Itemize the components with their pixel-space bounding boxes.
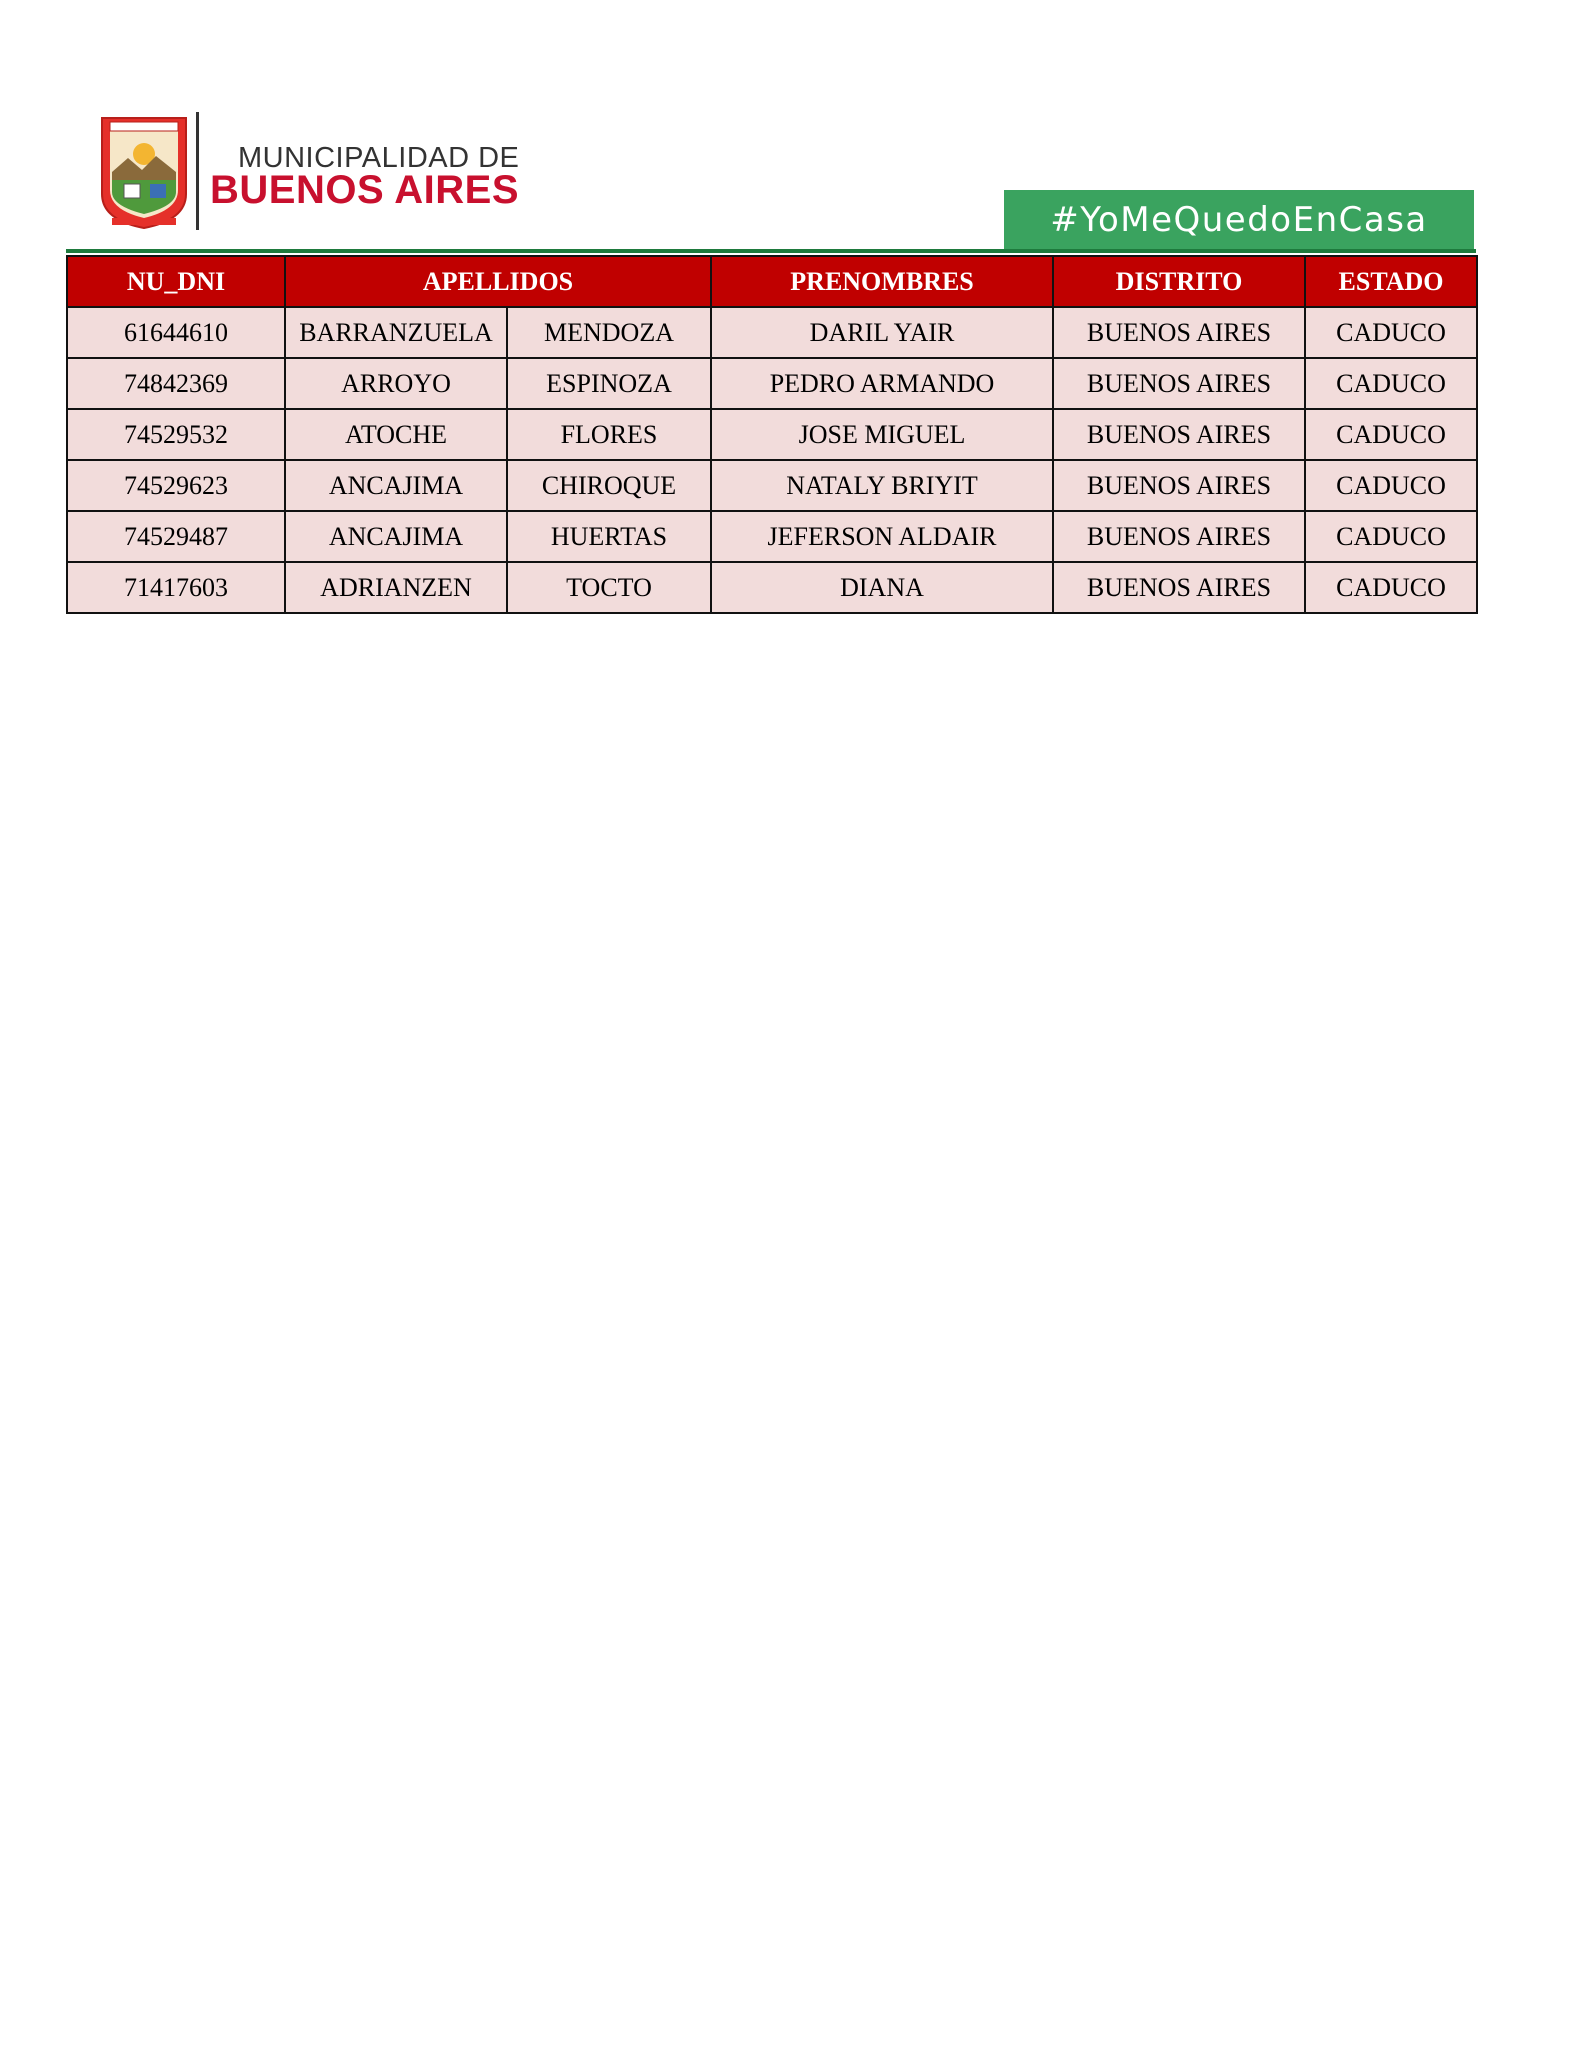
cell-apellido-materno: TOCTO (507, 562, 711, 613)
cell-estado: CADUCO (1305, 460, 1477, 511)
header-divider (196, 112, 199, 230)
cell-apellido-paterno: ARROYO (285, 358, 507, 409)
cell-apellido-materno: MENDOZA (507, 307, 711, 358)
cell-dni: 61644610 (67, 307, 285, 358)
cell-apellido-materno: HUERTAS (507, 511, 711, 562)
table-row (67, 358, 1477, 409)
hashtag-banner: #YoMeQuedoEnCasa (1004, 190, 1474, 250)
cell-distrito: BUENOS AIRES (1053, 562, 1305, 613)
cell-prenombres: JOSE MIGUEL (711, 409, 1053, 460)
cell-estado: CADUCO (1305, 409, 1477, 460)
records-table (66, 255, 1478, 614)
cell-apellido-paterno: ADRIANZEN (285, 562, 507, 613)
cell-distrito: BUENOS AIRES (1053, 307, 1305, 358)
table-row (67, 511, 1477, 562)
cell-prenombres: JEFERSON ALDAIR (711, 511, 1053, 562)
cell-prenombres: PEDRO ARMANDO (711, 358, 1053, 409)
table-row (67, 409, 1477, 460)
cell-prenombres: DIANA (711, 562, 1053, 613)
cell-apellido-paterno: ANCAJIMA (285, 460, 507, 511)
cell-estado: CADUCO (1305, 358, 1477, 409)
cell-apellido-paterno: BARRANZUELA (285, 307, 507, 358)
cell-distrito: BUENOS AIRES (1053, 460, 1305, 511)
cell-prenombres: NATALY BRIYIT (711, 460, 1053, 511)
header-green-rule (66, 249, 1476, 253)
table-row (67, 562, 1477, 613)
header-estado: ESTADO (1305, 256, 1477, 307)
cell-distrito: BUENOS AIRES (1053, 511, 1305, 562)
table-row (67, 460, 1477, 511)
cell-distrito: BUENOS AIRES (1053, 358, 1305, 409)
table-header-row (67, 256, 1477, 307)
cell-estado: CADUCO (1305, 562, 1477, 613)
cell-distrito: BUENOS AIRES (1053, 409, 1305, 460)
cell-apellido-paterno: ATOCHE (285, 409, 507, 460)
cell-dni: 74529532 (67, 409, 285, 460)
org-name-line1: MUNICIPALIDAD DE (238, 142, 520, 174)
municipal-crest-icon (98, 110, 190, 230)
cell-apellido-materno: ESPINOZA (507, 358, 711, 409)
header-apellidos: APELLIDOS (285, 256, 711, 307)
cell-dni: 74529623 (67, 460, 285, 511)
cell-apellido-materno: CHIROQUE (507, 460, 711, 511)
cell-dni: 74842369 (67, 358, 285, 409)
cell-apellido-materno: FLORES (507, 409, 711, 460)
org-name-line2: BUENOS AIRES (210, 168, 520, 212)
cell-apellido-paterno: ANCAJIMA (285, 511, 507, 562)
cell-estado: CADUCO (1305, 307, 1477, 358)
header-prenombres: PRENOMBRES (711, 256, 1053, 307)
page-header (0, 0, 1582, 260)
cell-dni: 74529487 (67, 511, 285, 562)
cell-prenombres: DARIL YAIR (711, 307, 1053, 358)
header-distrito: DISTRITO (1053, 256, 1305, 307)
header-nu-dni: NU_DNI (67, 256, 285, 307)
cell-estado: CADUCO (1305, 511, 1477, 562)
table-row (67, 307, 1477, 358)
cell-dni: 71417603 (67, 562, 285, 613)
